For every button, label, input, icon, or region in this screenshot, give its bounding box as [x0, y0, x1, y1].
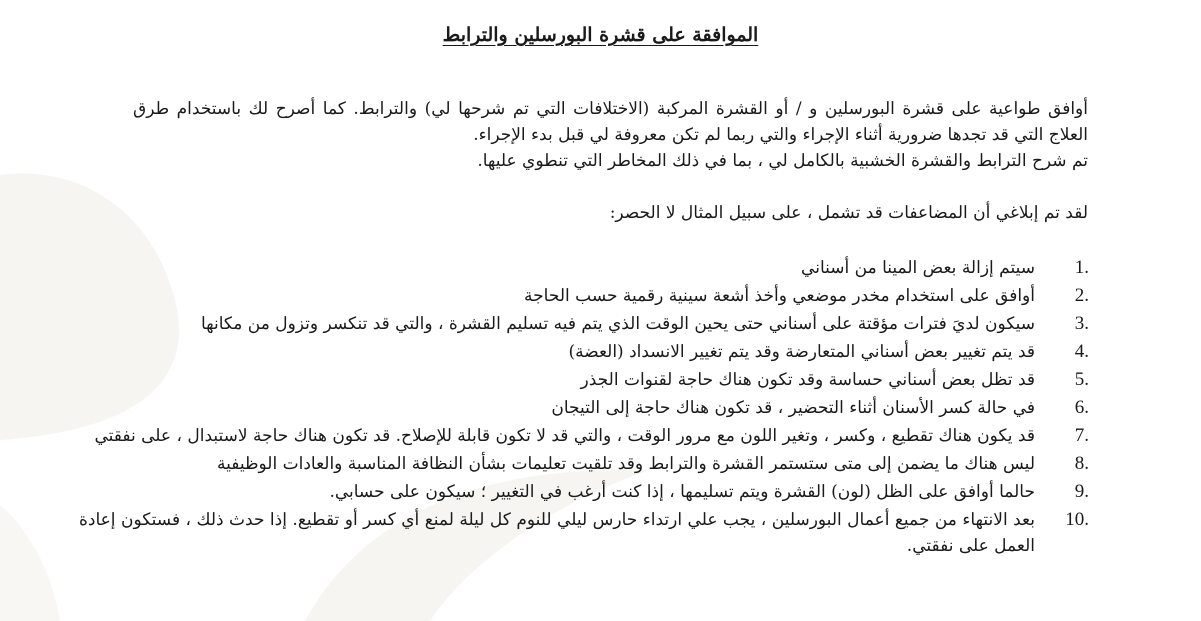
- list-item-text: أوافق على استخدام مخدر موضعي وأخذ أشعة سينية رقمية حسب الحاجة: [524, 286, 1035, 306]
- list-item-text: حالما أوافق على الظل (لون) القشرة ويتم تسليمها ، إذا كنت أرغب في التغيير ؛ سيكون على حسابي.: [329, 482, 1035, 502]
- list-item: [79, 339, 1089, 365]
- intro-paragraph: أوافق طواعية على قشرة البورسلين و / أو القشرة المركبة (الاختلافات التي تم شرحها لي) والترابط. كما أصرح لك باستخدام طرق العلاج التي قد تجدها ضرورية أثناء الإجراء والتي ربما لم تكن معروفة لي قبل بدء الإجراء.: [133, 99, 1088, 145]
- list-item-number: .9: [1074, 481, 1089, 502]
- list-item-number: .10: [1065, 509, 1089, 530]
- list-item: [79, 367, 1089, 393]
- list-item: [79, 283, 1089, 309]
- list-item: [79, 255, 1089, 281]
- complications-lead: لقد تم إبلاغي أن المضاعفات قد تشمل ، على سبيل المثال لا الحصر:: [609, 203, 1088, 223]
- list-item-number: .4: [1074, 341, 1089, 362]
- list-item-text: ليس هناك ما يضمن إلى متى ستستمر القشرة والترابط وقد تلقيت تعليمات بشأن النظافة المناسبة والعادات الوظيفية: [217, 454, 1035, 474]
- list-item: [79, 423, 1089, 449]
- list-item-number: .6: [1074, 397, 1089, 418]
- list-item: [79, 451, 1089, 477]
- list-item-number: .3: [1074, 313, 1089, 334]
- list-item-text: سيكون لديَ فترات مؤقتة على أسناني حتى يحين الوقت الذي يتم فيه تسليم القشرة ، والتي قد تنكسر وتزول من مكانها: [200, 314, 1035, 334]
- list-item-number: .7: [1074, 425, 1089, 446]
- list-item-text: سيتم إزالة بعض المينا من أسناني: [801, 258, 1035, 278]
- list-item-number: .1: [1074, 257, 1089, 278]
- list-item: [79, 395, 1089, 421]
- intro-explanation: تم شرح الترابط والقشرة الخشبية بالكامل لي ، بما في ذلك المخاطر التي تنطوي عليها.: [477, 151, 1088, 171]
- list-item-text: بعد الانتهاء من جميع أعمال البورسلين ، يجب علي ارتداء حارس ليلي للنوم كل ليلة لمنع أي كسر أو تقطيع. إذا حدث ذلك ، فستكون إعادة العمل على نفقتي.: [79, 510, 1035, 556]
- complications-list: [79, 255, 1089, 561]
- list-item-text: قد تظل بعض أسناني حساسة وقد تكون هناك حاجة لقنوات الجذر: [580, 370, 1035, 390]
- list-item-text: قد يكون هناك تقطيع ، وكسر ، وتغير اللون مع مرور الوقت ، والتي قد لا تكون قابلة للإصلاح. قد تكون هناك حاجة لاستبدال ، على نفقتي: [94, 426, 1035, 446]
- list-item-number: .2: [1074, 285, 1089, 306]
- list-item-number: .8: [1074, 453, 1089, 474]
- list-item-text: في حالة كسر الأسنان أثناء التحضير ، قد تكون هناك حاجة إلى التيجان: [551, 398, 1035, 418]
- document-title: الموافقة على قشرة البورسلين والترابط: [442, 24, 759, 46]
- list-item: [79, 479, 1089, 505]
- list-item-text: قد يتم تغيير بعض أسناني المتعارضة وقد يتم تغيير الانسداد (العضة): [568, 342, 1035, 362]
- list-item: [79, 507, 1089, 559]
- list-item: [79, 311, 1089, 337]
- list-item-number: .5: [1074, 369, 1089, 390]
